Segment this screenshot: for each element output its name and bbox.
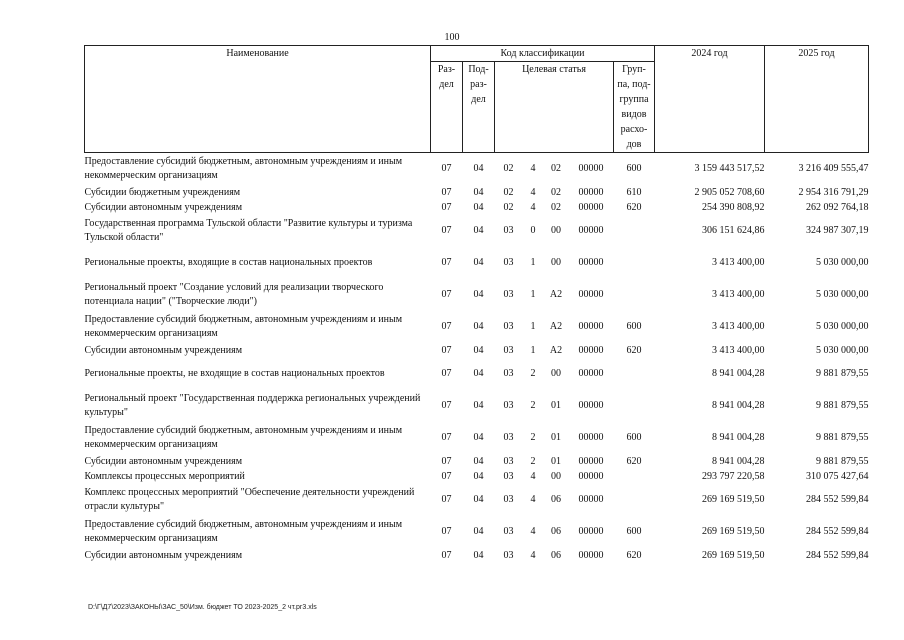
cell-section: 07 [441, 225, 452, 236]
cell-amount-2025: 324 987 307,19 [806, 225, 869, 236]
header-classification-code: Код классификации [431, 46, 655, 62]
table-row [85, 422, 869, 454]
cell-section: 07 [441, 455, 452, 467]
cell-amount-2024: 269 169 519,50 [702, 494, 765, 505]
cell-target-direction: 00000 [578, 400, 604, 411]
cell-expense-group: 600 [626, 321, 642, 332]
cell-amount-2024: 8 941 004,28 [712, 432, 765, 443]
cell-amount-2024: 269 169 519,50 [702, 549, 765, 561]
cell-target-direction: 00000 [578, 201, 604, 213]
cell-amount-2025: 5 030 000,00 [816, 257, 869, 268]
cell-amount-2025: 9 881 879,55 [816, 432, 869, 443]
cell-target-program: 03 [503, 344, 514, 356]
cell-section: 07 [441, 549, 452, 561]
cell-target-event: 06 [551, 494, 561, 505]
header-expense-group: Груп- па, под- группа видов расхо- дов [614, 62, 655, 153]
cell-expense-group: 620 [626, 549, 642, 561]
cell-name: Региональные проекты, входящие в состав национальных проектов [84, 257, 373, 268]
cell-name: Региональный проект "Создание условий для реализации творческого потенциала нации" ("Творческие люди") [84, 282, 384, 307]
table-row [85, 390, 869, 422]
cell-target-event: 02 [551, 201, 561, 213]
table-header [85, 46, 869, 153]
cell-amount-2024: 254 390 808,92 [702, 201, 765, 213]
cell-target-program: 03 [503, 400, 514, 411]
cell-amount-2024: 3 413 400,00 [712, 344, 765, 356]
cell-amount-2025: 3 216 409 555,47 [798, 163, 869, 174]
cell-subsection: 04 [473, 201, 484, 213]
cell-amount-2024: 3 159 443 517,52 [694, 163, 765, 174]
table-body [85, 153, 869, 564]
cell-target-subprogram: 1 [530, 289, 536, 300]
cell-target-program: 02 [503, 163, 514, 174]
cell-target-program: 03 [503, 526, 514, 537]
cell-name: Субсидии автономным учреждениям [84, 455, 243, 467]
cell-name: Субсидии автономным учреждениям [84, 344, 243, 356]
cell-name: Субсидии бюджетным учреждениям [84, 186, 241, 198]
cell-target-direction: 00000 [578, 549, 604, 561]
cell-expense-group [614, 469, 655, 484]
cell-name: Предоставление субсидий бюджетным, автономным учреждениям и иным некоммерческим организациям [84, 519, 403, 544]
cell-name: Предоставление субсидий бюджетным, автономным учреждениям и иным некоммерческим организациям [84, 156, 403, 181]
cell-target-direction: 00000 [578, 225, 604, 236]
cell-section: 07 [441, 470, 452, 482]
cell-section: 07 [441, 368, 452, 379]
cell-name: Предоставление субсидий бюджетным, автономным учреждениям и иным некоммерческим организациям [84, 425, 403, 450]
header-year-2024: 2024 год [655, 46, 765, 153]
cell-target-event: 01 [551, 455, 561, 467]
cell-target-subprogram: 4 [530, 549, 536, 561]
cell-name: Комплекс процессных мероприятий "Обеспечение деятельности учреждений отрасли культуры" [84, 487, 415, 512]
cell-target-direction: 00000 [578, 186, 604, 198]
cell-section: 07 [441, 321, 452, 332]
cell-amount-2025: 5 030 000,00 [816, 344, 869, 356]
cell-subsection: 04 [473, 549, 484, 561]
cell-amount-2025: 9 881 879,55 [816, 400, 869, 411]
cell-name: Государственная программа Тульской области "Развитие культуры и туризма Тульской области" [84, 218, 413, 243]
cell-amount-2024: 8 941 004,28 [712, 368, 765, 379]
table-row [85, 454, 869, 469]
cell-subsection: 04 [473, 163, 484, 174]
cell-expense-group [614, 484, 655, 516]
cell-target-event: 06 [551, 549, 561, 561]
cell-target-event: 01 [551, 400, 561, 411]
cell-target-direction: 00000 [578, 526, 604, 537]
cell-target-subprogram: 0 [530, 225, 536, 236]
cell-expense-group: 620 [626, 344, 642, 356]
cell-amount-2024: 269 169 519,50 [702, 526, 765, 537]
cell-expense-group: 620 [626, 455, 642, 467]
table-row [85, 200, 869, 215]
cell-target-program: 03 [503, 368, 514, 379]
cell-amount-2025: 9 881 879,55 [816, 368, 869, 379]
cell-target-program: 03 [503, 321, 514, 332]
cell-target-direction: 00000 [578, 321, 604, 332]
cell-amount-2024: 3 413 400,00 [712, 289, 765, 300]
cell-expense-group [614, 215, 655, 247]
cell-target-direction: 00000 [578, 432, 604, 443]
cell-target-event: 00 [551, 368, 561, 379]
cell-subsection: 04 [473, 344, 484, 356]
cell-target-subprogram: 1 [530, 344, 536, 356]
cell-section: 07 [441, 257, 452, 268]
budget-table [84, 45, 869, 563]
cell-target-direction: 00000 [578, 163, 604, 174]
cell-subsection: 04 [473, 257, 484, 268]
cell-name: Региональные проекты, не входящие в состав национальных проектов [84, 368, 385, 379]
cell-target-direction: 00000 [578, 368, 604, 379]
cell-amount-2024: 2 905 052 708,60 [694, 186, 765, 198]
cell-target-event: А2 [549, 321, 563, 332]
cell-target-direction: 00000 [578, 470, 604, 482]
cell-target-subprogram: 2 [530, 400, 536, 411]
cell-expense-group [614, 279, 655, 311]
cell-subsection: 04 [473, 526, 484, 537]
cell-target-event: А2 [549, 344, 563, 356]
cell-expense-group: 620 [626, 201, 642, 213]
cell-target-direction: 00000 [578, 494, 604, 505]
cell-target-subprogram: 4 [530, 526, 536, 537]
cell-amount-2025: 2 954 316 791,29 [798, 186, 869, 198]
cell-amount-2025: 262 092 764,18 [806, 201, 869, 213]
cell-name: Предоставление субсидий бюджетным, автономным учреждениям и иным некоммерческим организациям [84, 314, 403, 339]
cell-target-subprogram: 4 [530, 494, 536, 505]
footer-file-path: D:\Г\Д7\2023\ЗАКОНЫ\ЗАС_50\Изм. бюджет ТО 2023-2025_2 чт.рг3.xls [88, 604, 317, 611]
table-row [85, 247, 869, 279]
cell-target-subprogram: 4 [530, 470, 536, 482]
cell-target-program: 03 [503, 225, 514, 236]
cell-target-program: 03 [503, 455, 514, 467]
cell-amount-2024: 8 941 004,28 [712, 400, 765, 411]
cell-section: 07 [441, 201, 452, 213]
cell-target-subprogram: 4 [530, 163, 536, 174]
table-row [85, 548, 869, 563]
cell-target-direction: 00000 [578, 344, 604, 356]
cell-target-program: 02 [503, 186, 514, 198]
cell-target-program: 02 [503, 201, 514, 213]
table-row [85, 358, 869, 390]
cell-section: 07 [441, 494, 452, 505]
cell-target-subprogram: 2 [530, 432, 536, 443]
cell-subsection: 04 [473, 186, 484, 198]
cell-subsection: 04 [473, 368, 484, 379]
header-section: Раз- дел [431, 62, 463, 153]
cell-expense-group: 600 [626, 163, 642, 174]
cell-target-subprogram: 4 [530, 201, 536, 213]
cell-section: 07 [441, 344, 452, 356]
cell-subsection: 04 [473, 494, 484, 505]
table-row [85, 343, 869, 358]
cell-expense-group [614, 390, 655, 422]
cell-target-event: 02 [551, 186, 561, 198]
cell-target-program: 03 [503, 257, 514, 268]
header-subsection: Под- раз- дел [463, 62, 495, 153]
cell-target-subprogram: 2 [530, 455, 536, 467]
cell-name: Субсидии автономным учреждениям [84, 201, 243, 213]
cell-expense-group: 600 [626, 526, 642, 537]
cell-target-subprogram: 4 [530, 186, 536, 198]
cell-amount-2025: 5 030 000,00 [816, 289, 869, 300]
cell-target-program: 03 [503, 289, 514, 300]
cell-target-event: 06 [551, 526, 561, 537]
cell-target-direction: 00000 [578, 455, 604, 467]
table-row [85, 484, 869, 516]
cell-amount-2025: 310 075 427,64 [806, 470, 869, 482]
cell-amount-2025: 284 552 599,84 [806, 526, 869, 537]
cell-amount-2025: 5 030 000,00 [816, 321, 869, 332]
page-number: 100 [444, 32, 460, 43]
table-row [85, 516, 869, 548]
cell-section: 07 [441, 400, 452, 411]
cell-amount-2025: 284 552 599,84 [806, 549, 869, 561]
cell-target-program: 03 [503, 470, 514, 482]
cell-target-direction: 00000 [578, 289, 604, 300]
header-name: Наименование [85, 46, 431, 153]
cell-subsection: 04 [473, 470, 484, 482]
header-target-article: Целевая статья [495, 62, 614, 153]
table-row [85, 153, 869, 186]
cell-amount-2024: 306 151 624,86 [702, 225, 765, 236]
cell-target-subprogram: 1 [530, 257, 536, 268]
cell-target-event: 00 [551, 257, 561, 268]
cell-target-event: 01 [551, 432, 561, 443]
header-year-2025: 2025 год [765, 46, 869, 153]
cell-subsection: 04 [473, 432, 484, 443]
cell-target-program: 03 [503, 494, 514, 505]
cell-target-event: 00 [551, 225, 561, 236]
cell-target-program: 03 [503, 432, 514, 443]
cell-expense-group [614, 247, 655, 279]
cell-name: Субсидии автономным учреждениям [84, 549, 243, 561]
cell-amount-2024: 8 941 004,28 [712, 455, 765, 467]
cell-target-event: 02 [551, 163, 561, 174]
cell-section: 07 [441, 526, 452, 537]
cell-expense-group: 600 [626, 432, 642, 443]
table-row [85, 215, 869, 247]
cell-target-event: 00 [551, 470, 561, 482]
cell-amount-2024: 293 797 220,58 [702, 470, 765, 482]
cell-target-direction: 00000 [578, 257, 604, 268]
cell-name: Комплексы процессных мероприятий [84, 470, 245, 482]
cell-target-program: 03 [503, 549, 514, 561]
cell-subsection: 04 [473, 225, 484, 236]
table-row [85, 279, 869, 311]
cell-amount-2024: 3 413 400,00 [712, 257, 765, 268]
table-row [85, 185, 869, 200]
cell-name: Региональный проект "Государственная поддержка региональных учреждений культуры" [84, 393, 421, 418]
cell-section: 07 [441, 289, 452, 300]
cell-target-subprogram: 1 [530, 321, 536, 332]
cell-amount-2025: 9 881 879,55 [816, 455, 869, 467]
cell-amount-2025: 284 552 599,84 [806, 494, 869, 505]
cell-target-subprogram: 2 [530, 368, 536, 379]
cell-subsection: 04 [473, 321, 484, 332]
cell-expense-group: 610 [626, 186, 642, 198]
cell-section: 07 [441, 186, 452, 198]
table-row [85, 311, 869, 343]
cell-subsection: 04 [473, 289, 484, 300]
cell-section: 07 [441, 432, 452, 443]
cell-subsection: 04 [473, 455, 484, 467]
cell-subsection: 04 [473, 400, 484, 411]
cell-amount-2024: 3 413 400,00 [712, 321, 765, 332]
cell-expense-group [614, 358, 655, 390]
cell-section: 07 [441, 163, 452, 174]
cell-target-event: А2 [549, 289, 563, 300]
table-row [85, 469, 869, 484]
